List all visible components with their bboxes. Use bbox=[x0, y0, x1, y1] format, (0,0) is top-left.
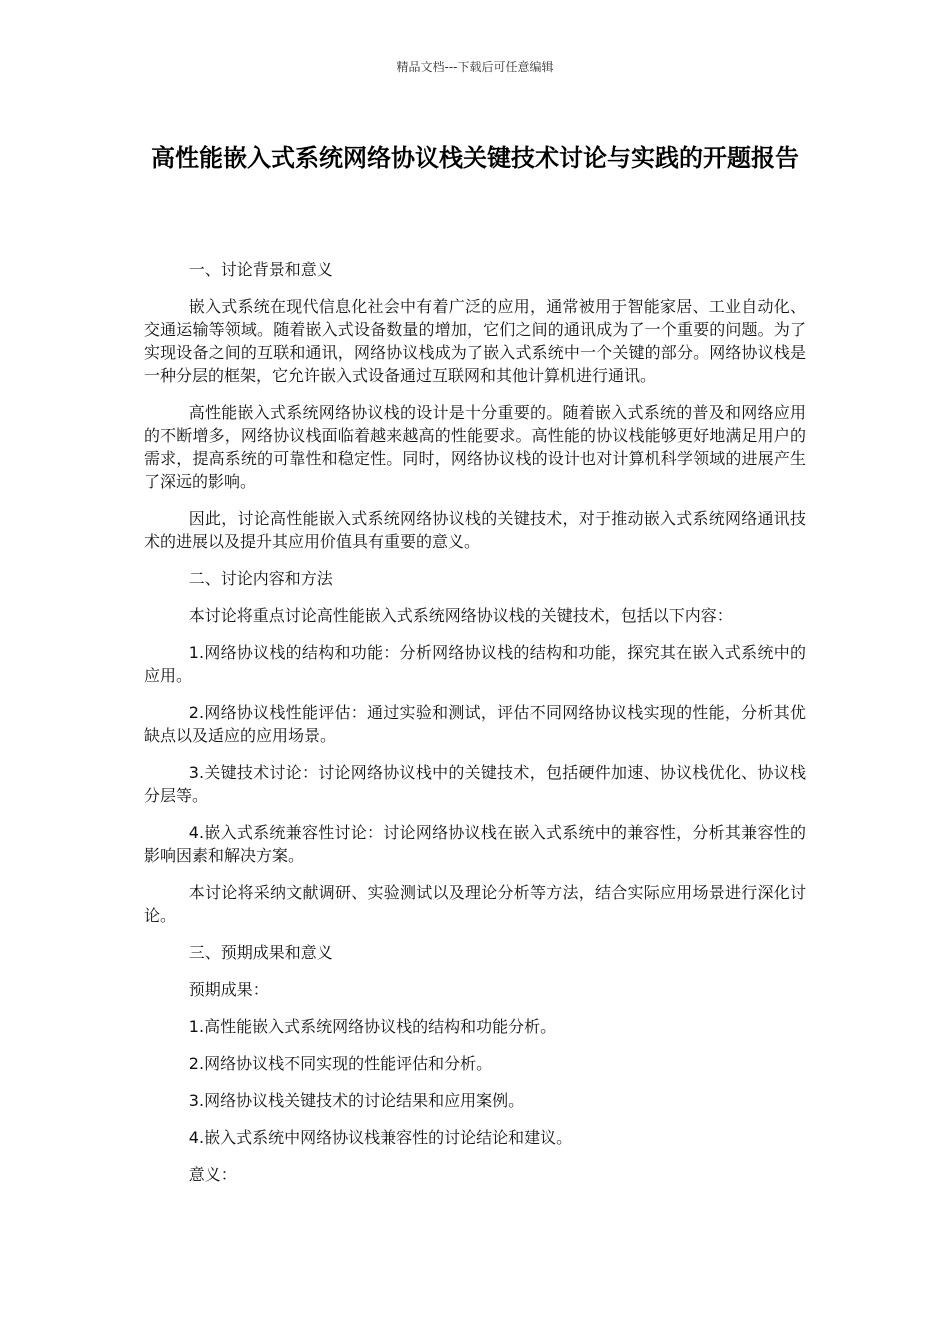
page-header: 精品文档---下载后可任意编辑 bbox=[396, 60, 554, 74]
list-item-content-4: 4.嵌入式系统兼容性讨论：讨论网络协议栈在嵌入式系统中的兼容性，分析其兼容性的影响因素和解决方案。 bbox=[144, 823, 806, 865]
section-heading-2: 二、讨论内容和方法 bbox=[188, 569, 333, 588]
paragraph-content-intro: 本讨论将重点讨论高性能嵌入式系统网络协议栈的关键技术，包括以下内容： bbox=[188, 606, 733, 625]
list-item-result-1: 1.高性能嵌入式系统网络协议栈的结构和功能分析。 bbox=[188, 1017, 557, 1036]
paragraph-methods: 本讨论将采纳文献调研、实验测试以及理论分析等方法，结合实际应用场景进行深化讨论。 bbox=[144, 883, 806, 925]
list-item-result-2: 2.网络协议栈不同实现的性能评估和分析。 bbox=[188, 1054, 493, 1073]
list-item-content-1: 1.网络协议栈的结构和功能：分析网络协议栈的结构和功能，探究其在嵌入式系统中的应用。 bbox=[144, 643, 806, 685]
list-item-content-3: 3.关键技术讨论：讨论网络协议栈中的关键技术，包括硬件加速、协议栈优化、协议栈分层等。 bbox=[144, 763, 806, 805]
paragraph-background: 嵌入式系统在现代信息化社会中有着广泛的应用，通常被用于智能家居、工业自动化、交通运输等领域。随着嵌入式设备数量的增加，它们之间的通讯成为了一个重要的问题。为了实现设备之间的互联和通讯，网络协议栈成为了嵌入式系统中一个关键的部分。网络协议栈是一种分层的框架，它允许嵌入式设备通过互联网和其他计算机进行通讯。 bbox=[144, 297, 806, 385]
expected-results-label: 预期成果： bbox=[188, 980, 269, 999]
paragraph-conclusion: 因此，讨论高性能嵌入式系统网络协议栈的关键技术，对于推动嵌入式系统网络通讯技术的进展以及提升其应用价值具有重要的意义。 bbox=[144, 509, 806, 551]
paragraph-importance: 高性能嵌入式系统网络协议栈的设计是十分重要的。随着嵌入式系统的普及和网络应用的不断增多，网络协议栈面临着越来越高的性能要求。高性能的协议栈能够更好地满足用户的需求，提高系统的可靠性和稳定性。同时，网络协议栈的设计也对计算机科学领域的进展产生了深远的影响。 bbox=[144, 403, 806, 491]
document-body bbox=[144, 258, 806, 1200]
list-item-content-2: 2.网络协议栈性能评估：通过实验和测试，评估不同网络协议栈实现的性能，分析其优缺点以及适应的应用场景。 bbox=[144, 703, 806, 745]
document-title: 高性能嵌入式系统网络协议栈关键技术讨论与实践的开题报告 bbox=[151, 144, 799, 172]
list-item-result-3: 3.网络协议栈关键技术的讨论结果和应用案例。 bbox=[188, 1091, 525, 1110]
significance-label: 意义： bbox=[188, 1165, 237, 1184]
section-heading-1: 一、讨论背景和意义 bbox=[188, 260, 333, 279]
section-heading-3: 三、预期成果和意义 bbox=[188, 943, 333, 962]
list-item-result-4: 4.嵌入式系统中网络协议栈兼容性的讨论结论和建议。 bbox=[188, 1128, 573, 1147]
